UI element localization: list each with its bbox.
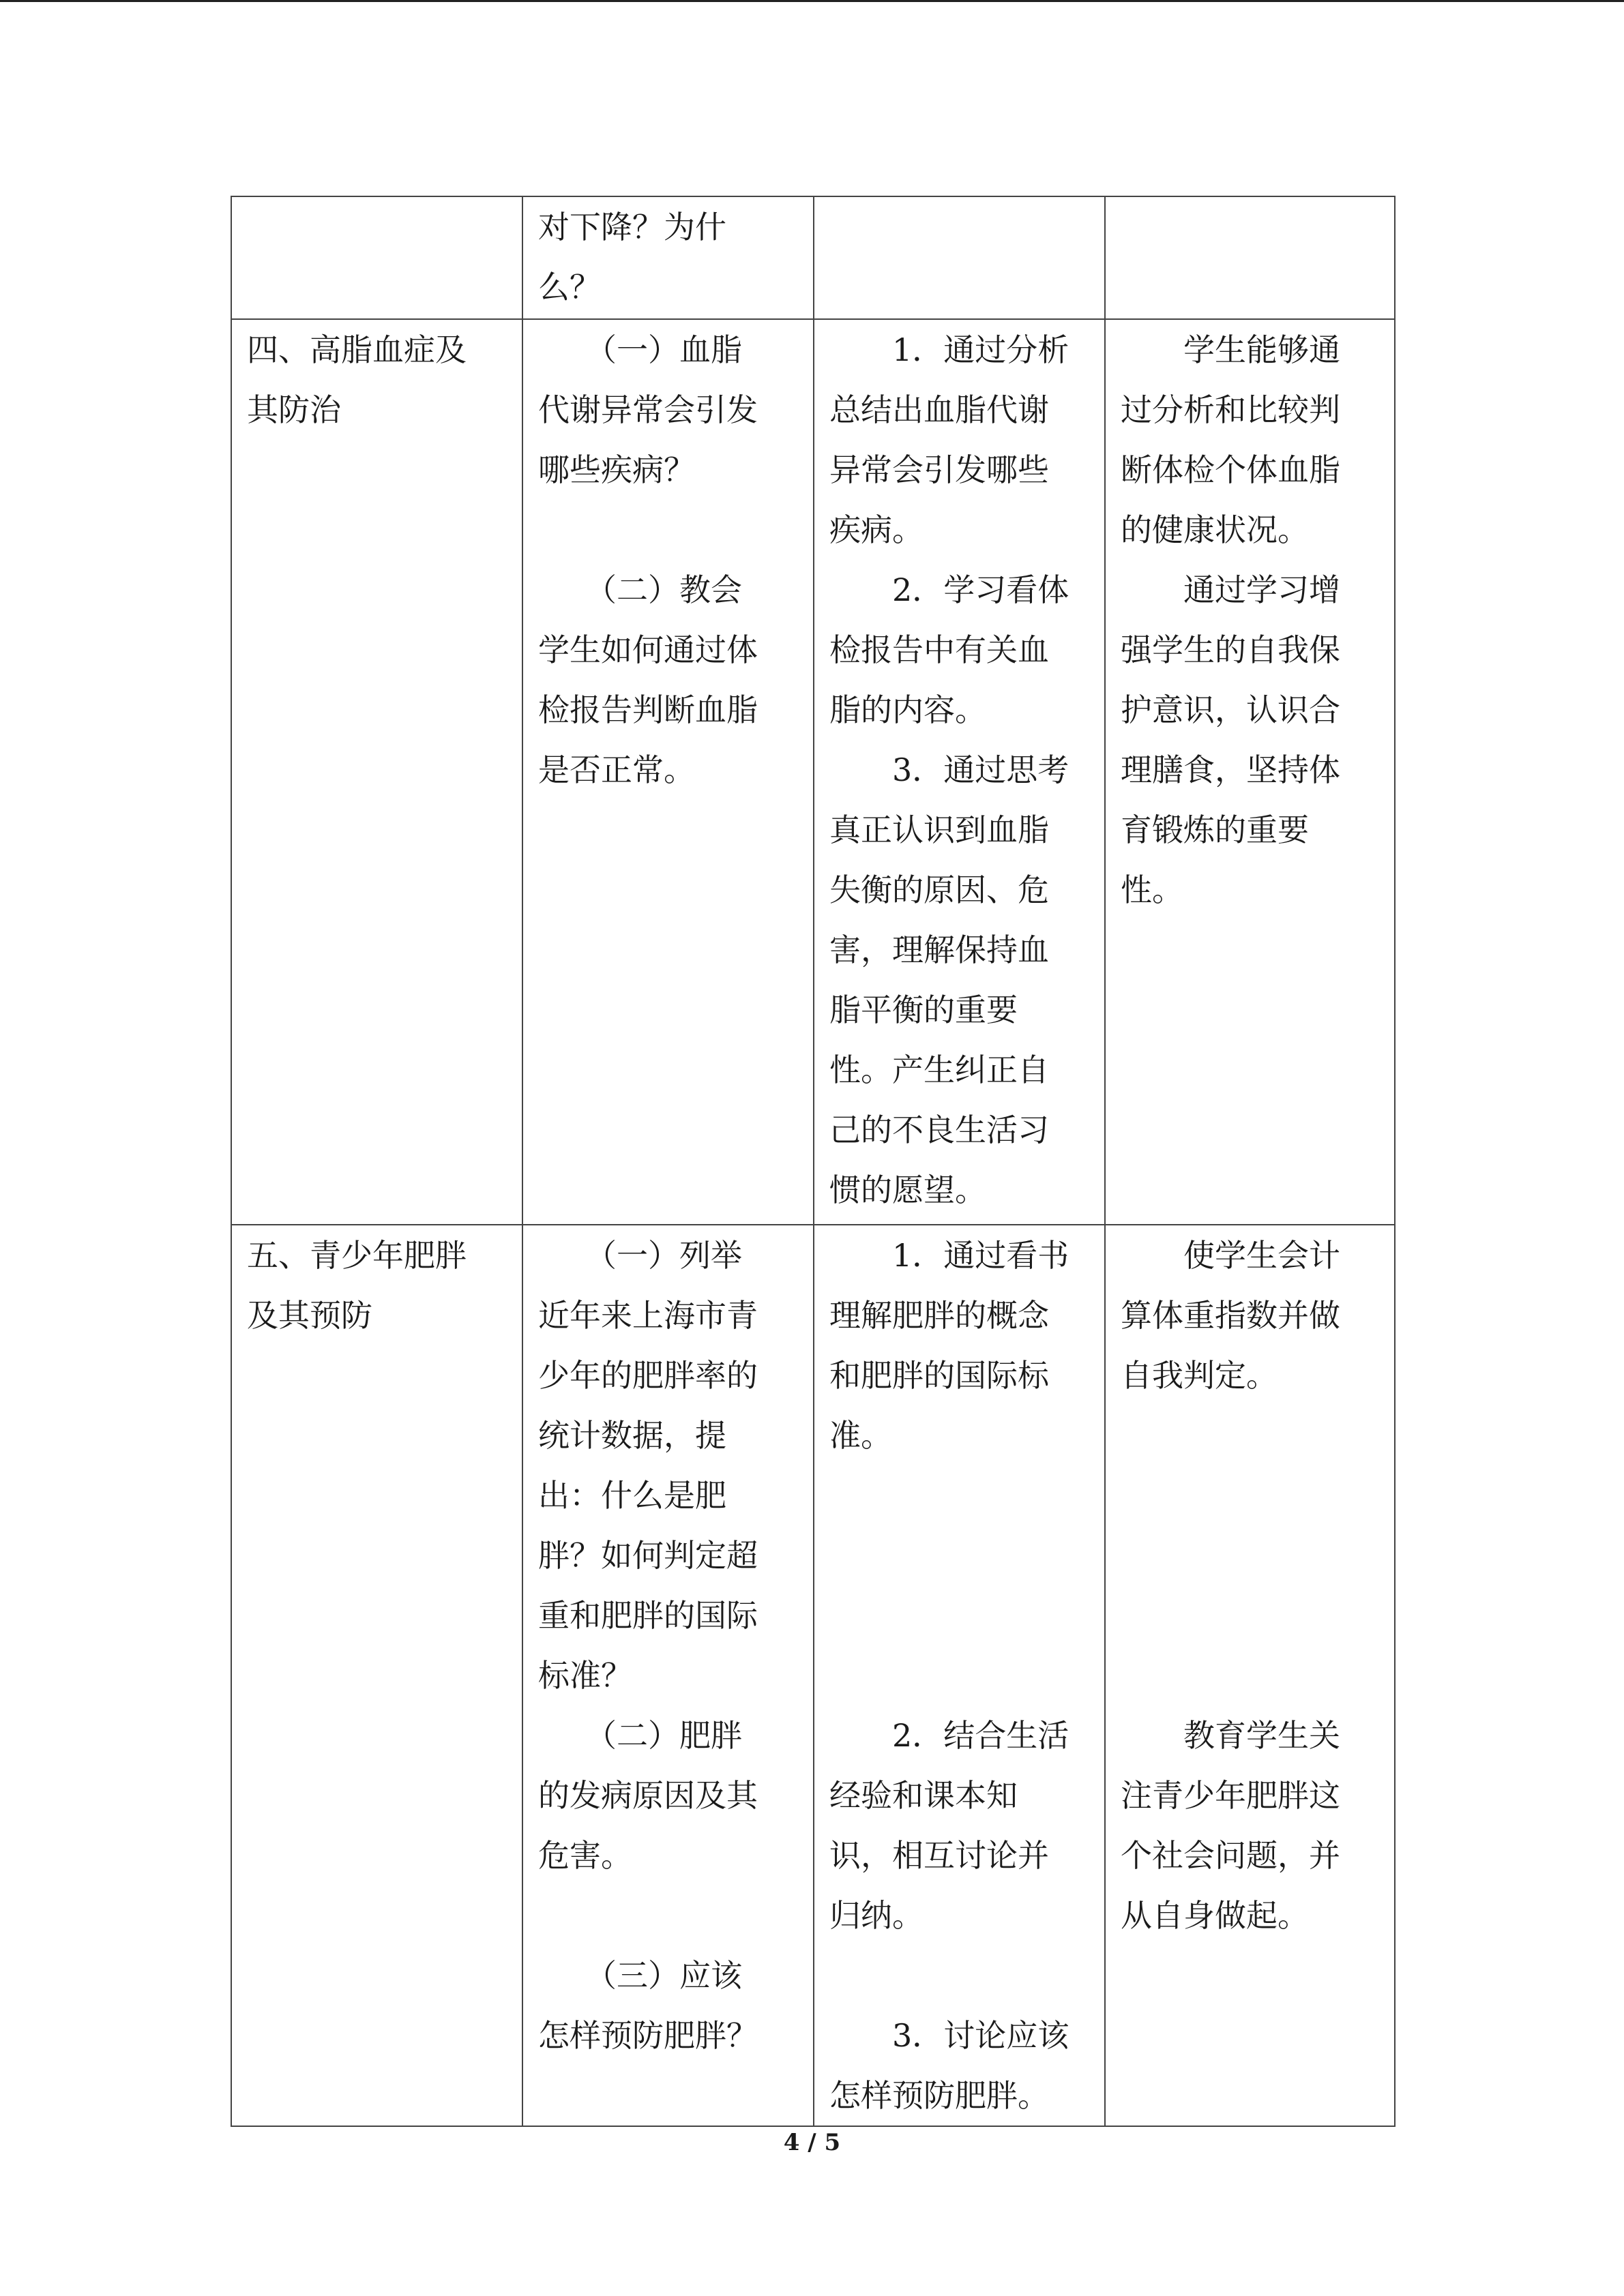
teaching-content: （一）列举 近年来上海市青 少年的肥胖率的 统计数据，提 出：什么是肥 胖？如何判定超 重和肥胖的国际 标准？ （二）肥胖 的发病原因及其 危害。 （三）应该 怎样预防肥胖？ bbox=[538, 1237, 758, 2054]
page-number: 4 / 5 bbox=[783, 2129, 841, 2156]
table-cell bbox=[231, 196, 522, 319]
page-top-border bbox=[0, 0, 1624, 2]
table-row bbox=[231, 196, 1395, 319]
table-cell bbox=[522, 1225, 814, 2126]
table-cell bbox=[1105, 196, 1395, 319]
table-cell bbox=[1105, 319, 1395, 1225]
teaching-content: （一）血脂 代谢异常会引发 哪些疾病？ （二）教会 学生如何通过体 检报告判断血脂 是否正常。 bbox=[538, 331, 758, 788]
section-title: 四、高脂血症及 其防治 bbox=[247, 331, 467, 428]
table-cell bbox=[814, 1225, 1105, 2126]
student-activity: 1．通过分析 总结出血脂代谢 异常会引发哪些 疾病。 2．学习看体 检报告中有关血 脂的内容。 3．通过思考 真正认识到血脂 失衡的原因、危 害，理解保持血 脂平衡的重要 性。产生纠正自 己的不良生活习 惯的愿望。 bbox=[829, 331, 1069, 1208]
table-cell bbox=[231, 1225, 522, 2126]
student-activity: 1．通过看书 理解肥胖的概念 和肥胖的国际标 准。 2．结合生活 经验和课本知 识，相互讨论并 归纳。 3．讨论应该 怎样预防肥胖。 bbox=[829, 1237, 1069, 2114]
table-cell bbox=[522, 319, 814, 1225]
table-row bbox=[231, 319, 1395, 1225]
table-cell bbox=[231, 319, 522, 1225]
cell-text: 对下降？为什 么？ bbox=[538, 209, 726, 305]
table-cell bbox=[814, 319, 1105, 1225]
table-cell bbox=[1105, 1225, 1395, 2126]
table-cell bbox=[522, 196, 814, 319]
table-cell bbox=[814, 196, 1105, 319]
section-title: 五、青少年肥胖 及其预防 bbox=[247, 1237, 467, 1334]
teaching-goal: 使学生会计 算体重指数并做 自我判定。 教育学生关 注青少年肥胖这 个社会问题，并 从自身做起。 bbox=[1121, 1237, 1340, 1934]
lesson-plan-table bbox=[231, 196, 1396, 2127]
teaching-goal: 学生能够通 过分析和比较判 断体检个体血脂 的健康状况。 通过学习增 强学生的自我保 护意识，认识合 理膳食，坚持体 育锻炼的重要 性。 bbox=[1121, 331, 1340, 908]
table-row bbox=[231, 1225, 1395, 2126]
